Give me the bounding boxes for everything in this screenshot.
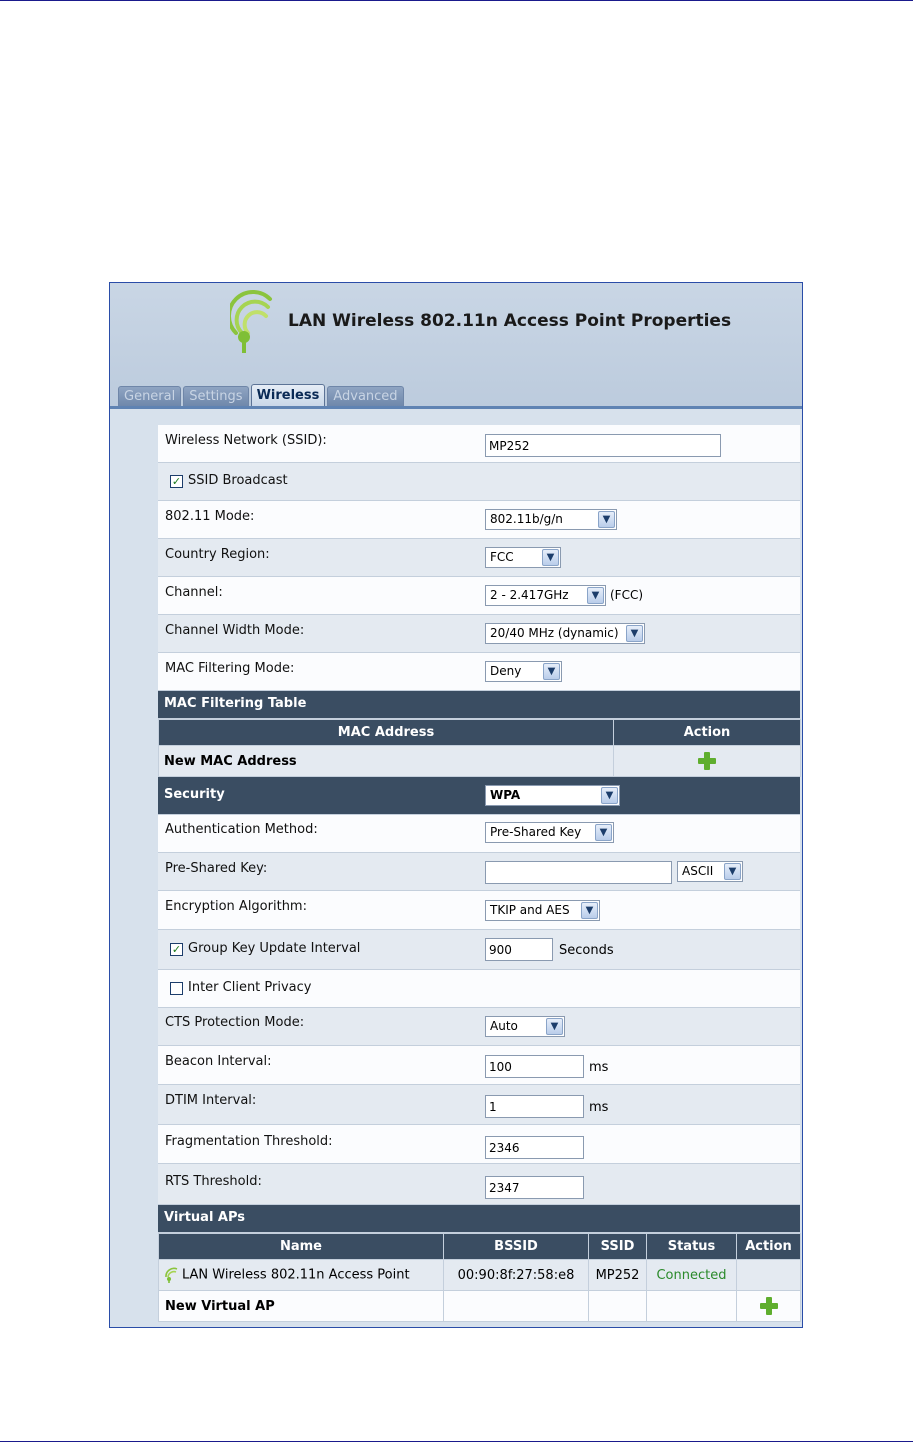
channel-width-row — [158, 615, 800, 653]
mode-value: 802.11b/g/n — [490, 512, 563, 526]
col-action: Action — [614, 720, 801, 746]
wireless-signal-icon — [165, 1267, 178, 1283]
empty-cell — [589, 1291, 647, 1322]
rts-input[interactable] — [485, 1176, 584, 1199]
new-virtual-ap-link[interactable]: New Virtual AP — [159, 1291, 444, 1322]
security-header — [158, 777, 800, 815]
chevron-down-icon: ▼ — [598, 511, 615, 528]
encryption-row — [158, 891, 800, 930]
security-label: Security — [164, 787, 225, 802]
group-key-row — [158, 930, 800, 970]
auth-method-label: Authentication Method: — [165, 822, 318, 837]
country-select[interactable] — [485, 547, 561, 568]
table-row — [159, 746, 801, 777]
inter-client-row — [158, 970, 800, 1008]
bottom-rule — [0, 1441, 913, 1442]
table-row — [159, 1291, 801, 1322]
top-rule — [0, 0, 913, 1]
cts-value: Auto — [490, 1019, 518, 1033]
window-header — [110, 283, 802, 407]
ssid-broadcast-checkbox[interactable]: ✓ — [171, 475, 182, 488]
window-title: LAN Wireless 802.11n Access Point Properties — [288, 311, 732, 331]
mac-filter-mode-value: Deny — [490, 664, 522, 678]
chevron-down-icon: ▼ — [542, 549, 559, 566]
channel-select[interactable] — [485, 585, 606, 606]
mac-filtering-table — [158, 719, 801, 777]
encryption-value: TKIP and AES — [490, 903, 570, 917]
col-name: Name — [159, 1234, 444, 1260]
wireless-signal-icon — [230, 289, 278, 355]
channel-label: Channel: — [165, 585, 223, 600]
dtim-label: DTIM Interval: — [165, 1093, 257, 1108]
action-cell — [614, 746, 801, 777]
virtual-aps-header — [158, 1205, 800, 1233]
inter-client-checkbox[interactable] — [170, 982, 183, 995]
auth-method-select[interactable] — [485, 822, 614, 843]
channel-note: (FCC) — [610, 588, 644, 602]
psk-format-select[interactable] — [677, 861, 743, 882]
beacon-unit: ms — [589, 1060, 609, 1075]
channel-width-label: Channel Width Mode: — [165, 623, 305, 638]
properties-window — [109, 282, 803, 1328]
inter-client-label: Inter Client Privacy — [188, 980, 312, 995]
table-row — [159, 1260, 801, 1291]
wireless-form — [158, 425, 800, 1322]
tab-wireless[interactable]: Wireless — [251, 384, 326, 406]
mode-label: 802.11 Mode: — [165, 509, 255, 524]
col-ssid: SSID — [589, 1234, 647, 1260]
col-bssid: BSSID — [444, 1234, 589, 1260]
dtim-row — [158, 1085, 800, 1125]
mac-filter-mode-select[interactable] — [485, 661, 562, 682]
psk-label: Pre-Shared Key: — [165, 861, 268, 876]
chevron-down-icon: ▼ — [581, 902, 598, 919]
beacon-row — [158, 1046, 800, 1085]
col-status: Status — [647, 1234, 737, 1260]
country-label: Country Region: — [165, 547, 270, 562]
mac-filter-mode-row — [158, 653, 800, 691]
rts-row — [158, 1164, 800, 1205]
add-mac-plus-icon[interactable] — [698, 752, 716, 770]
ssid-label: Wireless Network (SSID): — [165, 433, 327, 448]
frag-label: Fragmentation Threshold: — [165, 1134, 333, 1149]
dtim-input[interactable] — [485, 1095, 584, 1118]
auth-method-value: Pre-Shared Key — [490, 825, 582, 839]
chevron-down-icon: ▼ — [626, 625, 643, 642]
tab-settings[interactable]: Settings — [183, 386, 248, 406]
psk-input[interactable] — [485, 861, 672, 884]
rts-label: RTS Threshold: — [165, 1174, 262, 1189]
psk-format-value: ASCII — [682, 864, 714, 878]
vap-name-cell — [159, 1260, 444, 1291]
mode-row — [158, 501, 800, 539]
cts-row — [158, 1008, 800, 1046]
group-key-checkbox[interactable]: ✓ — [171, 943, 182, 956]
ssid-input[interactable] — [485, 434, 721, 457]
mac-table-header — [159, 720, 801, 746]
channel-width-select[interactable] — [485, 623, 645, 644]
action-cell — [737, 1291, 801, 1322]
group-key-label: Group Key Update Interval — [188, 941, 361, 956]
virtual-aps-title: Virtual APs — [164, 1210, 246, 1225]
mac-filtering-header — [158, 691, 800, 719]
country-value: FCC — [490, 550, 514, 564]
channel-row — [158, 577, 800, 615]
virtual-aps-table-header — [159, 1234, 801, 1260]
chevron-down-icon: ▼ — [595, 824, 612, 841]
ssid-row — [158, 425, 800, 463]
group-key-input[interactable] — [485, 938, 553, 961]
tab-underline — [110, 406, 802, 409]
chevron-down-icon: ▼ — [546, 1018, 563, 1035]
encryption-select[interactable] — [485, 900, 600, 921]
virtual-aps-table — [158, 1233, 801, 1322]
tab-advanced[interactable]: Advanced — [327, 386, 403, 406]
security-select[interactable] — [485, 785, 620, 806]
vap-action — [737, 1260, 801, 1291]
beacon-input[interactable] — [485, 1055, 584, 1078]
col-action: Action — [737, 1234, 801, 1260]
group-key-unit: Seconds — [559, 943, 614, 958]
col-mac-address: MAC Address — [159, 720, 614, 746]
vap-status: Connected — [647, 1260, 737, 1291]
tab-bar — [118, 384, 406, 406]
new-mac-address-link[interactable]: New MAC Address — [159, 746, 614, 777]
vap-bssid: 00:90:8f:27:58:e8 — [444, 1260, 589, 1291]
empty-cell — [647, 1291, 737, 1322]
mode-select[interactable] — [485, 509, 617, 530]
add-virtual-ap-plus-icon[interactable] — [760, 1297, 778, 1315]
frag-row — [158, 1125, 800, 1164]
chevron-down-icon: ▼ — [724, 863, 741, 880]
empty-cell — [444, 1291, 589, 1322]
ssid-broadcast-row — [158, 463, 800, 501]
cts-select[interactable] — [485, 1016, 565, 1037]
chevron-down-icon: ▼ — [543, 663, 560, 680]
chevron-down-icon: ▼ — [601, 787, 618, 804]
chevron-down-icon: ▼ — [587, 587, 604, 604]
frag-input[interactable] — [485, 1136, 584, 1159]
psk-row — [158, 853, 800, 891]
dtim-unit: ms — [589, 1100, 609, 1115]
encryption-label: Encryption Algorithm: — [165, 899, 307, 914]
channel-value: 2 - 2.417GHz — [490, 588, 569, 602]
channel-width-value: 20/40 MHz (dynamic) — [490, 626, 619, 640]
security-value: WPA — [490, 788, 521, 802]
ssid-broadcast-label: SSID Broadcast — [188, 473, 288, 488]
mac-filtering-title: MAC Filtering Table — [164, 696, 307, 711]
vap-ssid: MP252 — [589, 1260, 647, 1291]
cts-label: CTS Protection Mode: — [165, 1015, 305, 1030]
auth-method-row — [158, 815, 800, 853]
mac-filter-mode-label: MAC Filtering Mode: — [165, 661, 295, 676]
beacon-label: Beacon Interval: — [165, 1054, 272, 1069]
vap-name-link[interactable]: LAN Wireless 802.11n Access Point — [182, 1267, 410, 1283]
tab-general[interactable]: General — [118, 386, 181, 406]
country-row — [158, 539, 800, 577]
